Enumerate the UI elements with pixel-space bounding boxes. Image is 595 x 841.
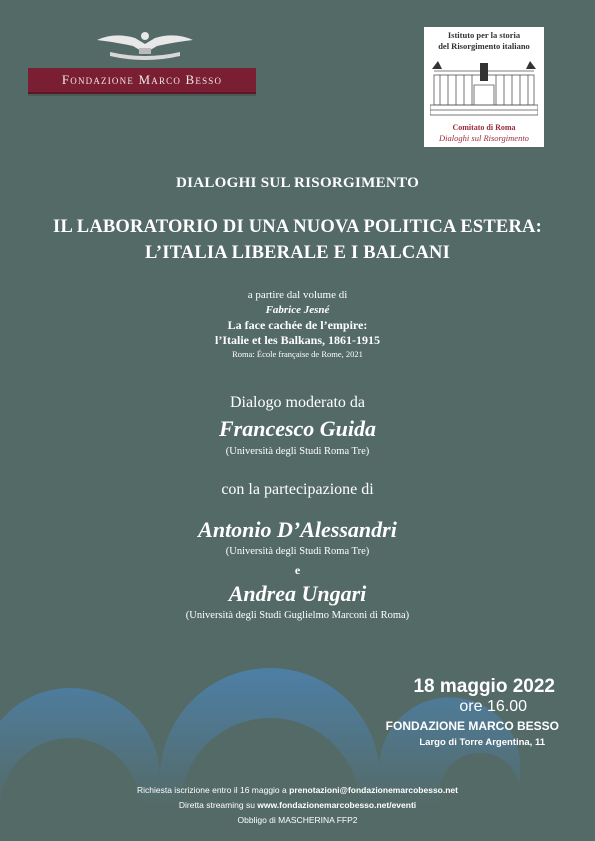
book-title-line1: La face cachée de l’empire: [227,318,368,332]
moderator-name: Francesco Guida [218,416,377,441]
registration-line [0,785,595,795]
istituto-logo-box [424,27,544,147]
book-publisher: Roma: École française de Rome, 2021 [232,349,363,359]
istituto-series: Dialoghi sul Risorgimento [439,133,529,143]
event-title-line1: IL LABORATORIO DI UNA NUOVA POLITICA ESTERA: [53,217,542,237]
moderator-affiliation: (Università degli Studi Roma Tre) [225,446,370,457]
registration-text: Richiesta iscrizione entro il 16 maggio a [136,785,290,795]
book-author: Fabrice Jesné [265,304,330,316]
book-intro: a partire dal volume di [247,289,348,301]
book-title-line2: l’Italie et les Balkans, 1861-1915 [215,333,380,347]
eagle-emblem-icon [95,22,195,64]
istituto-committee: Comitato di Roma [452,123,516,132]
event-time: ore 16.00 [459,698,527,715]
event-title-line2: L’ITALIA LIBERALE E I BALCANI [145,243,450,263]
vittoriano-monument-icon [430,55,538,117]
istituto-name-line2: del Risorgimento italiano [438,41,530,51]
istituto-name-line1: Istituto per la storia [447,30,521,40]
mask-notice: Obbligo di MASCHERINA FFP2 [237,815,358,825]
speaker2-affiliation: (Università degli Studi Guglielmo Marconi di Roma) [185,610,410,621]
participants-intro: con la partecipazione di [221,481,374,498]
streaming-url-link[interactable]: www.fondazionemarcobesso.net/eventi [257,800,417,810]
fondazione-banner: Fondazione Marco Besso [28,68,256,92]
event-date: 18 maggio 2022 [413,676,555,697]
speaker2-name: Andrea Ungari [228,581,367,606]
streaming-text: Diretta streaming su [178,800,258,810]
speaker1-affiliation: (Università degli Studi Roma Tre) [225,546,370,557]
banner-divider [28,94,256,96]
speaker-conjunction: e [294,563,301,577]
series-title: DIALOGHI SUL RISORGIMENTO [175,175,420,191]
streaming-line [0,800,595,810]
event-venue: FONDAZIONE MARCO BESSO [385,719,559,733]
event-address: Largo di Torre Argentina, 11 [419,737,545,748]
registration-email-link[interactable]: prenotazioni@fondazionemarcobesso.net [289,785,458,795]
moderation-intro: Dialogo moderato da [229,394,366,411]
speaker1-name: Antonio D’Alessandri [198,517,397,542]
